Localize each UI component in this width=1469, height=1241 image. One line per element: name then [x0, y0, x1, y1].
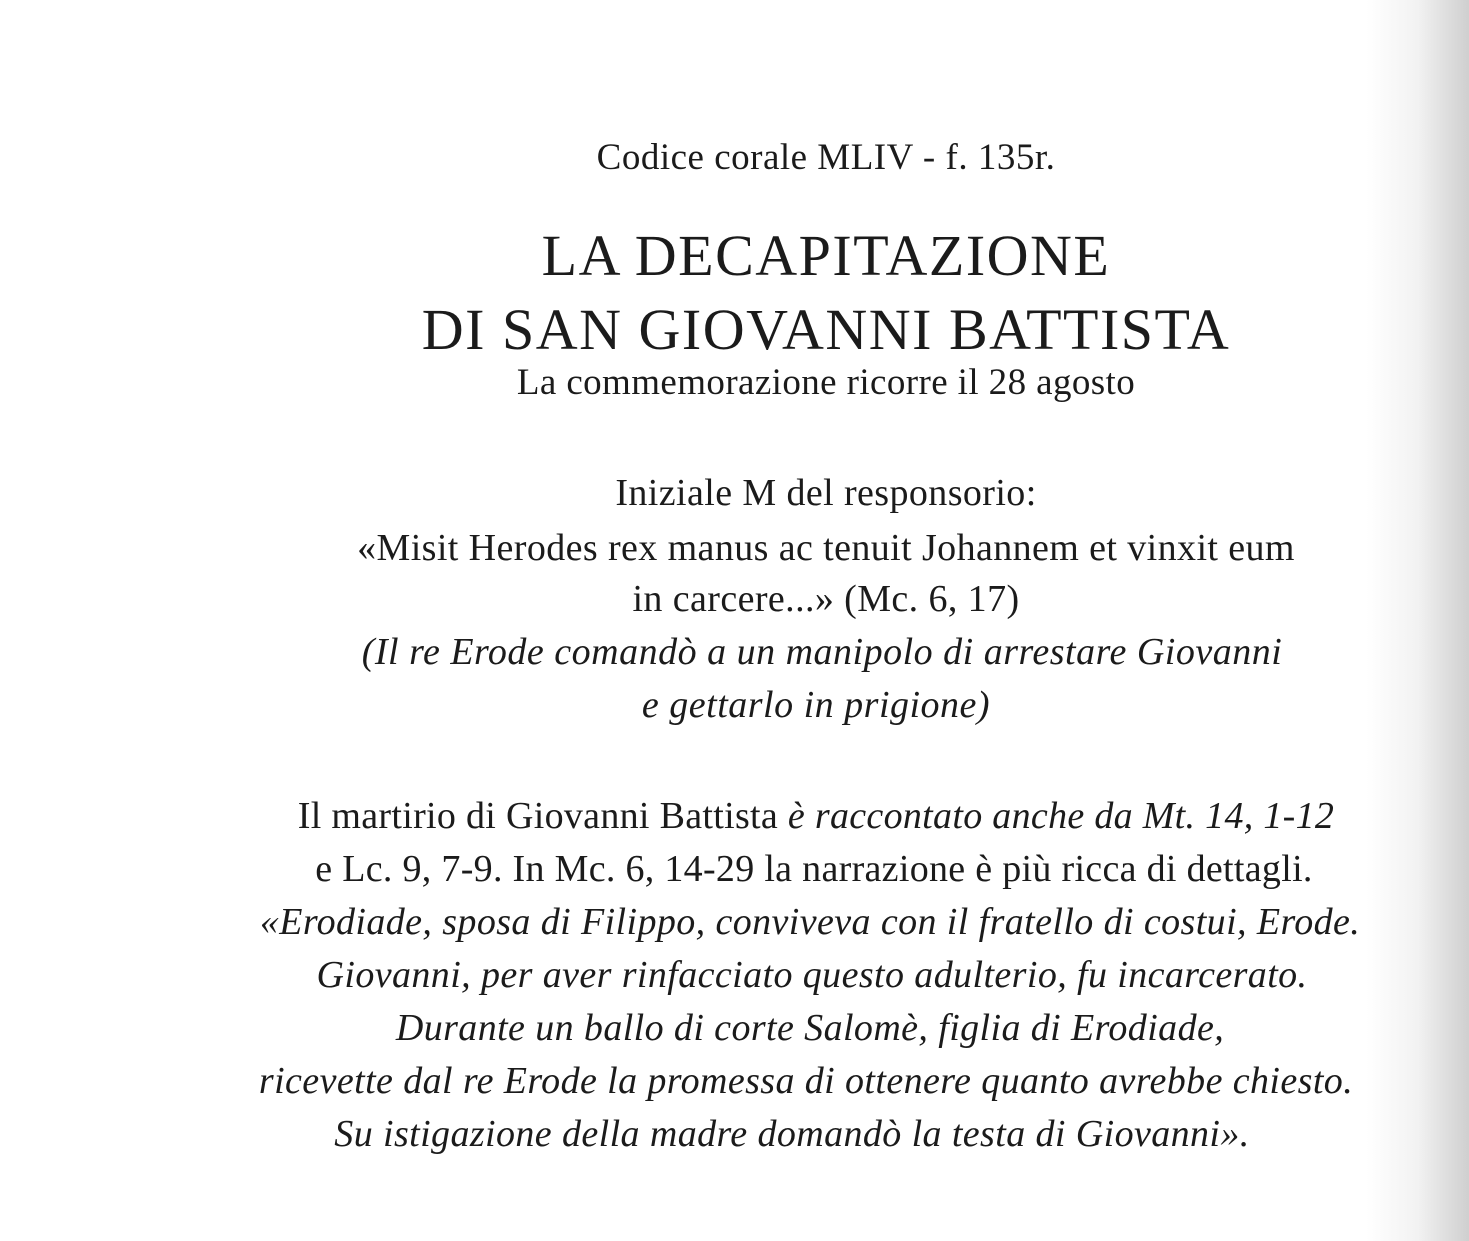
quote-line-5: Su istigazione della madre domandò la testa di Giovanni». — [334, 1113, 1250, 1155]
latin-text-line-2: in carcere...» (Mc. 6, 17) — [632, 578, 1020, 620]
commemoration-subtitle: La commemorazione ricorre il 28 agosto — [516, 362, 1136, 403]
body-paragraph-line-2: e Lc. 9, 7-9. In Mc. 6, 14-29 la narrazione è più ricca di dettagli. — [315, 848, 1313, 890]
latin-text-line-1: «Misit Herodes rex manus ac tenuit Johannem et vinxit eum — [357, 527, 1295, 569]
quote-line-2: Giovanni, per aver rinfacciato questo adulterio, fu incarcerato. — [316, 954, 1308, 996]
manuscript-reference: Codice corale MLIV - f. 135r. — [596, 137, 1056, 178]
translation-line-2: e gettarlo in prigione) — [641, 684, 991, 726]
title-line-2: DI SAN GIOVANNI BATTISTA — [421, 297, 1231, 362]
translation-line-1: (Il re Erode comandò a un manipolo di arrestare Giovanni — [361, 631, 1283, 673]
body-line-1-roman: Il martirio di Giovanni Battista — [297, 795, 788, 837]
title-line-1: LA DECAPITAZIONE — [541, 223, 1111, 288]
body-line-1-italic: è raccontato anche da Mt. 14, 1-12 — [787, 795, 1335, 837]
quote-line-4: ricevette dal re Erode la promessa di ottenere quanto avrebbe chiesto. — [258, 1060, 1354, 1102]
responsory-intro: Iniziale M del responsorio: — [615, 472, 1037, 514]
quote-line-1: «Erodiade, sposa di Filippo, conviveva con il fratello di costui, Erode. — [259, 901, 1361, 943]
quote-line-3: Durante un ballo di corte Salomè, figlia di Erodiade, — [395, 1007, 1225, 1049]
body-paragraph-line-1 — [298, 797, 1334, 835]
